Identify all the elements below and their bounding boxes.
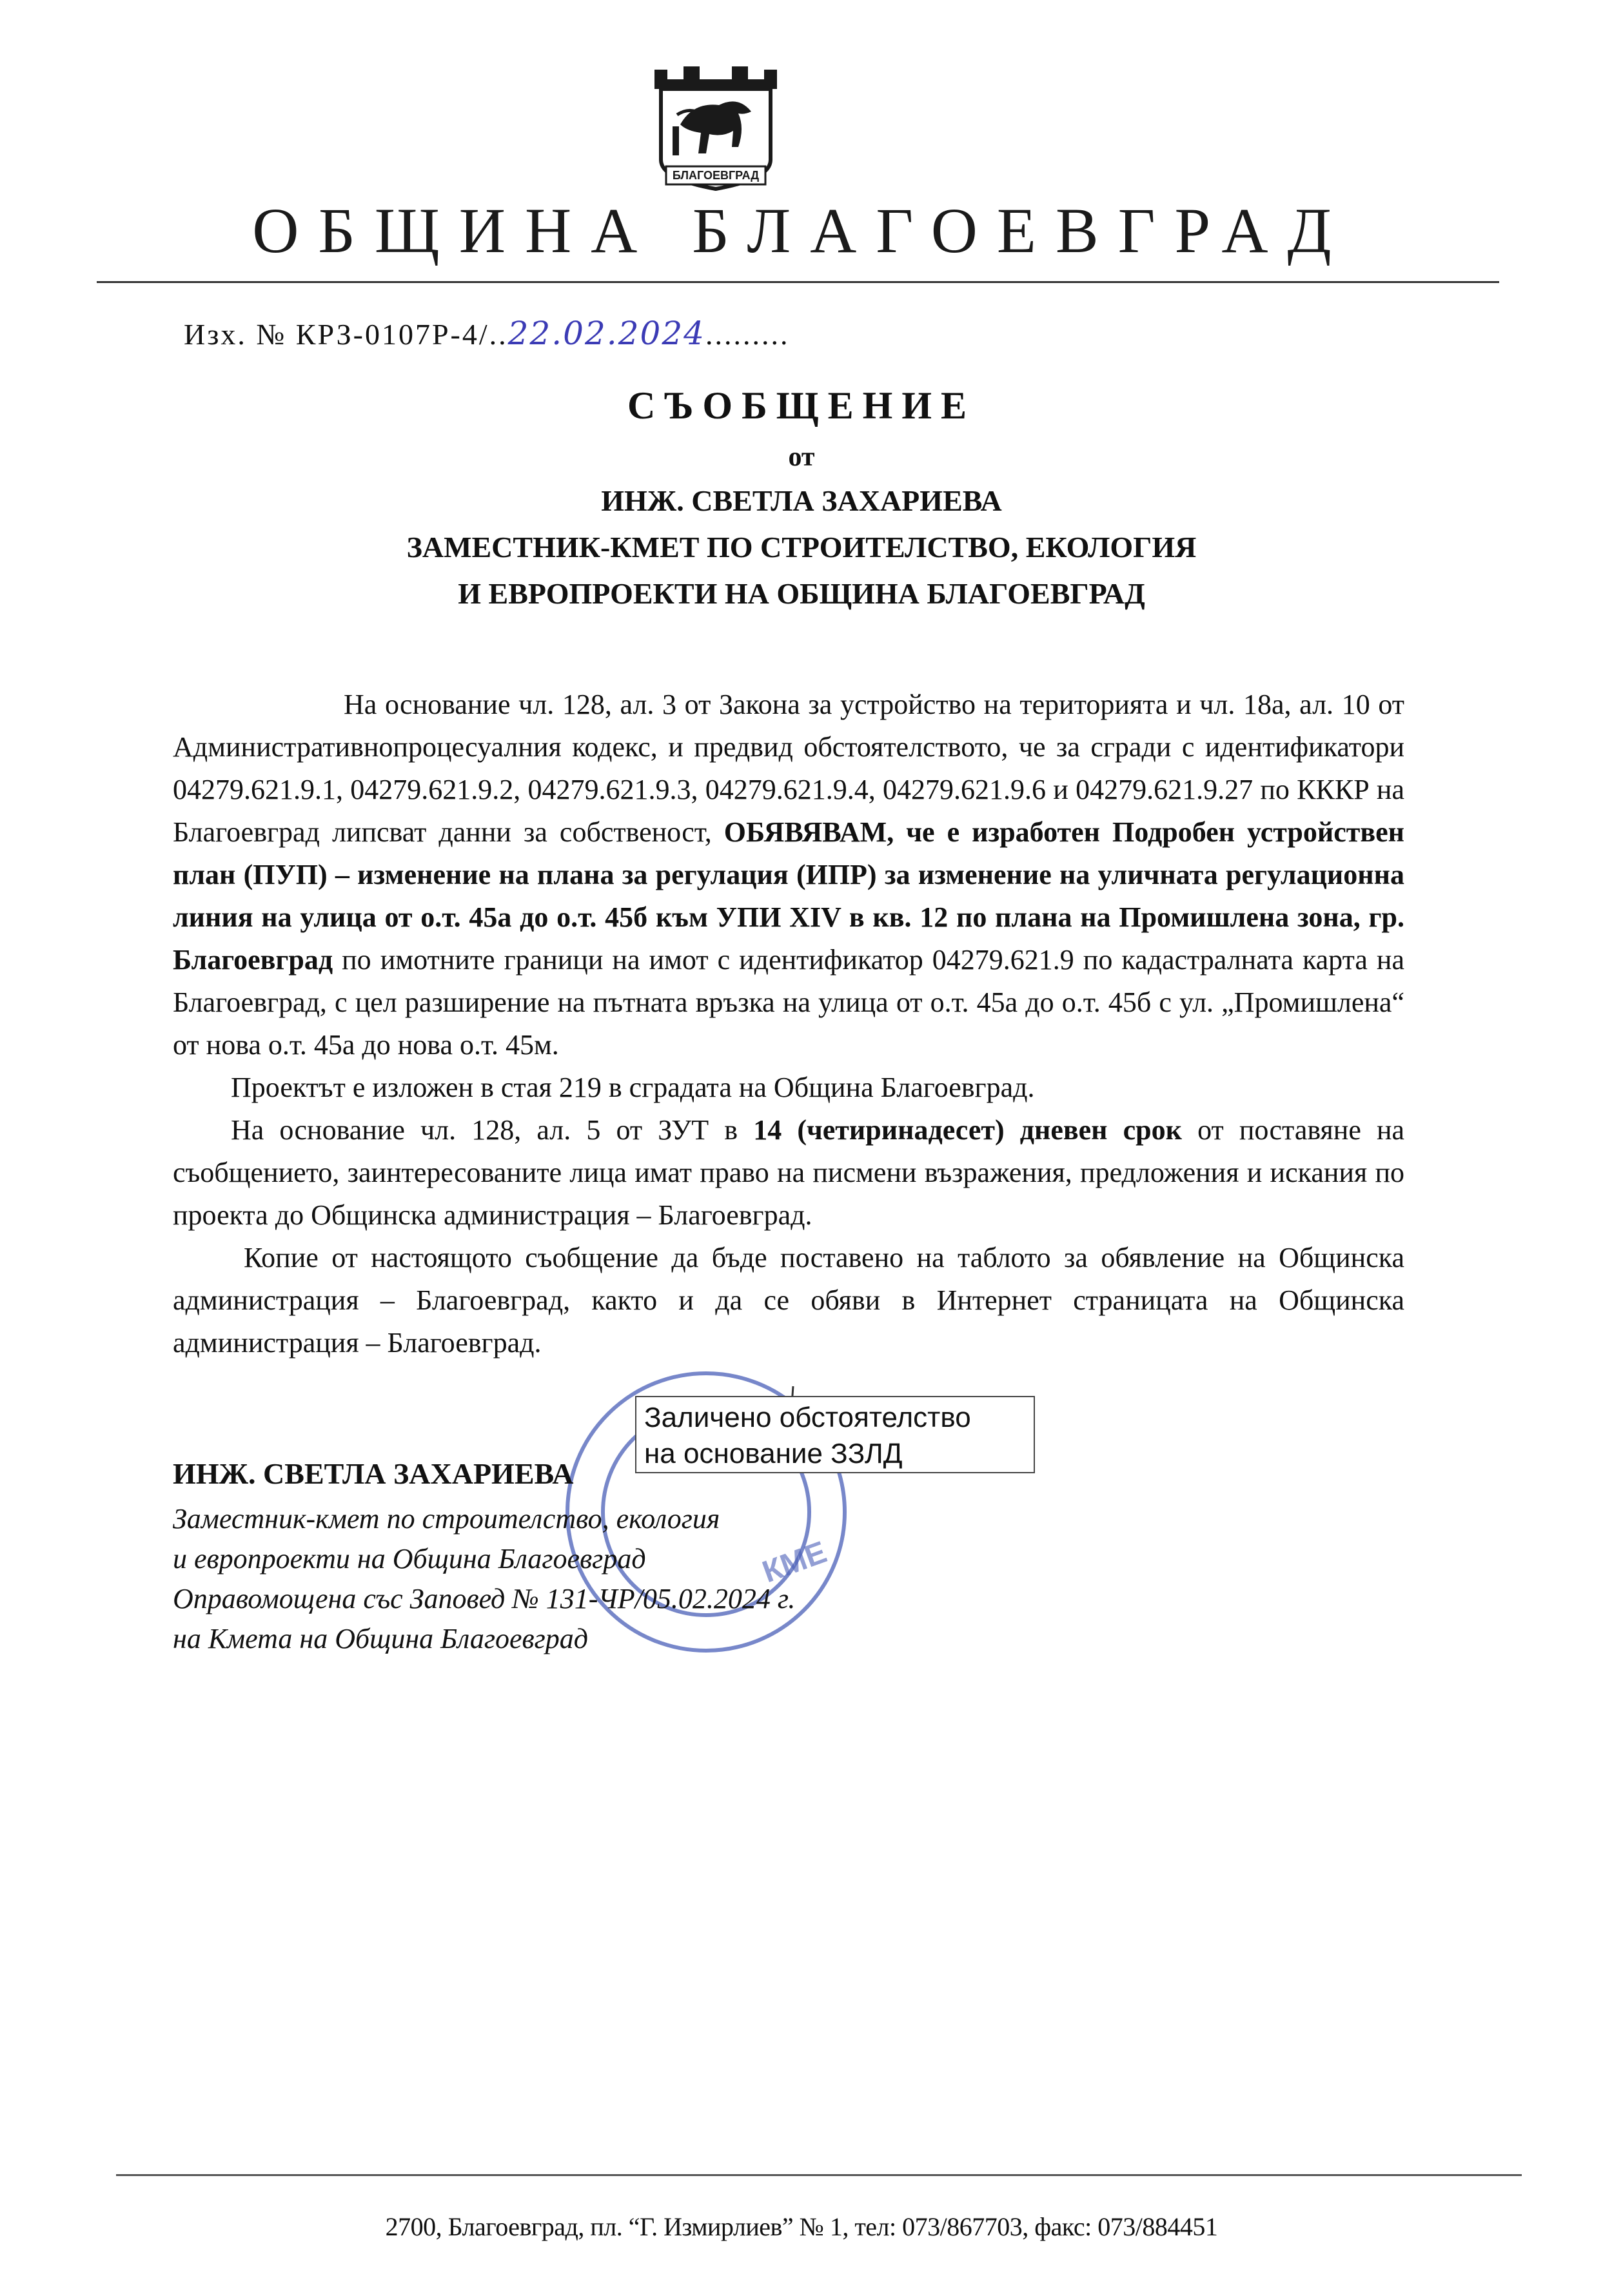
signature-block: [173, 1454, 947, 1659]
paragraph-3-start: На основание чл. 128, ал. 5 от ЗУТ в: [231, 1114, 738, 1146]
svg-text:КМЕ: КМЕ: [758, 1535, 831, 1590]
signatory-title-line2: и европроекти на Община Благоевград: [173, 1543, 646, 1575]
coat-of-arms-icon: [648, 50, 783, 205]
header-divider: [97, 281, 1499, 283]
outgoing-reference: [184, 315, 789, 352]
signatory-name: ИНЖ. СВЕТЛА ЗАХАРИЕВА: [173, 1457, 574, 1490]
author-position-line2: И ЕВРОПРОЕКТИ НА ОБЩИНА БЛАГОЕВГРАД: [458, 577, 1145, 610]
reference-prefix: Изх. № КРЗ-0107Р-4/..: [184, 318, 508, 351]
redaction-line2: на основание ЗЗЛД: [644, 1438, 903, 1469]
reference-suffix: .........: [705, 318, 790, 351]
notice-title: СЪОБЩЕНИЕ: [627, 384, 976, 427]
author-name: ИНЖ. СВЕТЛА ЗАХАРИЕВА: [601, 484, 1002, 517]
paragraph-1: [173, 683, 1404, 1066]
paragraph-2: Проектът е изложен в стая 219 в сградата на Община Благоевград.: [231, 1072, 1035, 1103]
signatory-order-issuer: на Кмета на Община Благоевград: [173, 1623, 589, 1654]
municipality-title: ОБЩИНА БЛАГОЕВГРАД: [252, 195, 1351, 266]
handwritten-date: 22.02.2024: [507, 315, 705, 352]
redaction-box: [635, 1396, 1035, 1473]
signatory-title-line1: Заместник-кмет по строителство, екология: [173, 1503, 720, 1535]
paragraph-1-intro: На основание чл. 128, ал. 3 от Закона за устройство на територията и чл. 18а, ал. 10 от Административнопроцесуалния кодекс, и предвид обстоятелството, че за сгради с идентификатори 04279.621.9.1, 04279.621.9.2, 04279.621.9.3, 04279.621.9.4, 04279.621.9.6 и 04279.621.9.27 по КККР на Благоевград липсват данни за собственост,: [173, 689, 1404, 848]
from-word: от: [788, 442, 815, 472]
paragraph-1-announcement: ОБЯВЯВАМ, че е изработен Подробен устройствен план (ПУП) – изменение на плана за регулация (ИПР) за изменение на уличната регулационна линия на улица от о.т. 45а до о.т. 45б към УПИ XIV в кв. 12 по плана на Промишлена зона, гр. Благоевград: [173, 816, 1404, 976]
paragraph-3: [173, 1109, 1404, 1237]
notice-body: [173, 683, 1404, 1364]
paragraph-3-end: от поставяне на съобщението, заинтересованите лица имат право на писмени възражения, предложения и искания по проекта до Общинска администрация – Благоевград.: [173, 1114, 1405, 1231]
paragraph-3-deadline: 14 (четиринадесет) дневен срок: [753, 1114, 1182, 1146]
author-position-line1: ЗАМЕСТНИК-КМЕТ ПО СТРОИТЕЛСТВО, ЕКОЛОГИЯ: [406, 531, 1197, 564]
footer-address: 2700, Благоевград, пл. “Г. Измирлиев” № 1, тел: 073/867703, факс: 073/884451: [385, 2212, 1218, 2241]
coat-of-arms-label: БЛАГОЕВГРАД: [672, 169, 760, 182]
footer-divider: [116, 2174, 1522, 2176]
signatory-order-line: Оправомощена със Заповед № 131-ЧР/05.02.2024 г.: [173, 1583, 796, 1614]
paragraph-4: Копие от настоящото съобщение да бъде поставено на таблото за обявление на Общинска администрация – Благоевград, както и да се обяви в Интернет страницата на Общинска администрация – Благоевград.: [173, 1242, 1404, 1359]
redaction-line1: Заличено обстоятелство: [644, 1402, 971, 1433]
paragraph-1-rest: по имотните граници на имот с идентификатор 04279.621.9 по кадастралната карта на Благоевград, с цел разширение на пътната връзка на улица от о.т. 45а до о.т. 45б с ул. „Промишлена“ от нова о.т. 45а до нова о.т. 45м.: [173, 944, 1404, 1061]
